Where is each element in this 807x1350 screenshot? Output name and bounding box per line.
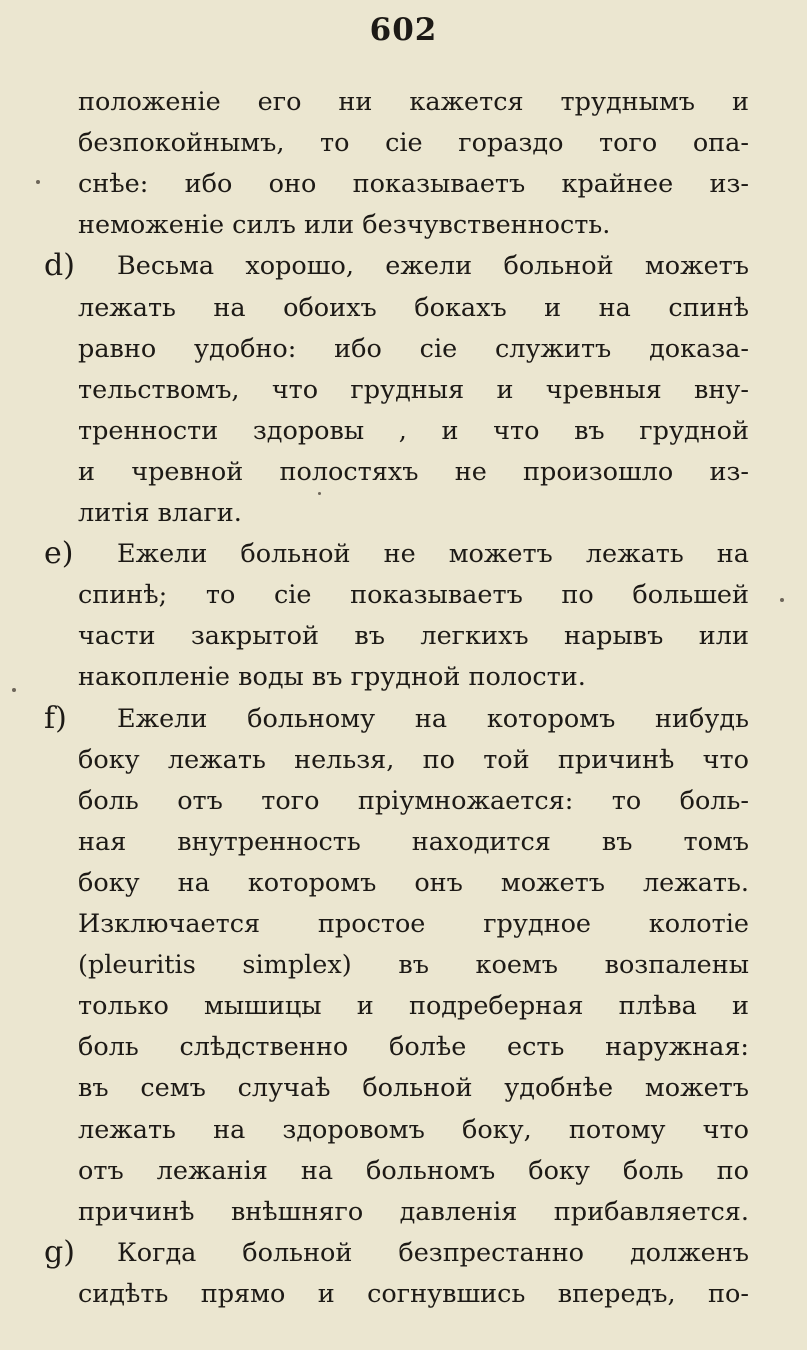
line-text: спинѣ; то сіе показываетъ по большей bbox=[78, 580, 749, 610]
text-line bbox=[0, 740, 807, 780]
line-text: боку лежать нельзя, по той причинѣ что bbox=[78, 745, 749, 775]
text-line bbox=[0, 904, 807, 944]
line-text: накопленіе воды въ грудной полости. bbox=[78, 662, 586, 692]
list-item-g bbox=[0, 1233, 807, 1273]
ink-speck bbox=[318, 492, 321, 495]
text-line bbox=[0, 288, 807, 328]
line-text: боку на которомъ онъ можетъ лежать. bbox=[78, 868, 749, 898]
page-number: 602 bbox=[369, 12, 438, 48]
line-text: тренности здоровы , и что въ грудной bbox=[78, 416, 749, 446]
line-text: и чревной полостяхъ не произошло из- bbox=[78, 457, 749, 487]
ink-speck bbox=[780, 598, 784, 602]
text-line bbox=[0, 616, 807, 656]
list-item-e bbox=[0, 534, 807, 574]
text-line bbox=[0, 452, 807, 492]
text-line bbox=[0, 1151, 807, 1191]
line-text: Ежели больной не можетъ лежать на bbox=[117, 539, 749, 569]
item-marker: f) bbox=[44, 701, 67, 736]
line-text: Весьма хорошо, ежели больной можетъ bbox=[117, 251, 749, 281]
text-line bbox=[0, 863, 807, 903]
text-line bbox=[0, 370, 807, 410]
line-text: Ежели больному на которомъ нибудь bbox=[117, 704, 749, 734]
line-text: положеніе его ни кажется труднымъ и bbox=[78, 87, 749, 117]
line-text: тельствомъ, что грудныя и чревныя вну- bbox=[78, 375, 749, 405]
text-line bbox=[0, 657, 807, 697]
line-text: Когда больной безпрестанно долженъ bbox=[117, 1238, 749, 1268]
text-line bbox=[0, 1192, 807, 1232]
line-text: боль отъ того пріумножается: то боль- bbox=[78, 786, 749, 816]
line-text: Изключается простое грудное колотіе bbox=[78, 909, 749, 939]
line-text: ная внутренность находится въ томъ bbox=[78, 827, 749, 857]
text-line bbox=[0, 164, 807, 204]
list-item-d bbox=[0, 246, 807, 286]
line-text: неможеніе силъ или безчувственность. bbox=[78, 210, 611, 240]
text-line bbox=[0, 329, 807, 369]
item-marker: e) bbox=[44, 536, 74, 571]
text-line bbox=[0, 822, 807, 862]
text-line bbox=[0, 123, 807, 163]
text-line bbox=[0, 1027, 807, 1067]
text-line bbox=[0, 986, 807, 1026]
item-marker: d) bbox=[44, 248, 75, 283]
text-line bbox=[0, 1110, 807, 1150]
text-line bbox=[0, 945, 807, 985]
line-text: отъ лежанія на больномъ боку боль по bbox=[78, 1156, 749, 1186]
text-line bbox=[0, 205, 807, 245]
line-text: литія влаги. bbox=[78, 498, 242, 528]
line-text: части закрытой въ легкихъ нарывъ или bbox=[78, 621, 749, 651]
text-line bbox=[0, 1068, 807, 1108]
list-item-f bbox=[0, 699, 807, 739]
text-line bbox=[0, 575, 807, 615]
line-text: боль слѣдственно болѣе есть наружная: bbox=[78, 1032, 749, 1062]
ink-speck bbox=[12, 688, 16, 692]
text-line bbox=[0, 781, 807, 821]
line-text: причинѣ внѣшняго давленія прибавляется. bbox=[78, 1197, 749, 1227]
line-text: безпокойнымъ, то сіе гораздо того опа- bbox=[78, 128, 749, 158]
line-text: снѣе: ибо оно показываетъ крайнее из- bbox=[78, 169, 749, 199]
line-text: въ семъ случаѣ больной удобнѣе можетъ bbox=[78, 1073, 749, 1103]
line-text: лежать на обоихъ бокахъ и на спинѣ bbox=[78, 293, 749, 323]
text-line bbox=[0, 1274, 807, 1314]
text-line bbox=[0, 493, 807, 533]
text-line bbox=[0, 82, 807, 122]
item-marker: g) bbox=[44, 1235, 75, 1270]
line-text: равно удобно: ибо сіе служитъ доказа- bbox=[78, 334, 749, 364]
line-text: (pleuritis simplex) въ коемъ возпалены bbox=[78, 950, 749, 980]
line-text: сидѣть прямо и согнувшись впередъ, по- bbox=[78, 1279, 749, 1309]
text-line bbox=[0, 411, 807, 451]
line-text: только мышицы и подреберная плѣва и bbox=[78, 991, 749, 1021]
ink-speck bbox=[36, 180, 40, 184]
line-text: лежать на здоровомъ боку, потому что bbox=[78, 1115, 749, 1145]
